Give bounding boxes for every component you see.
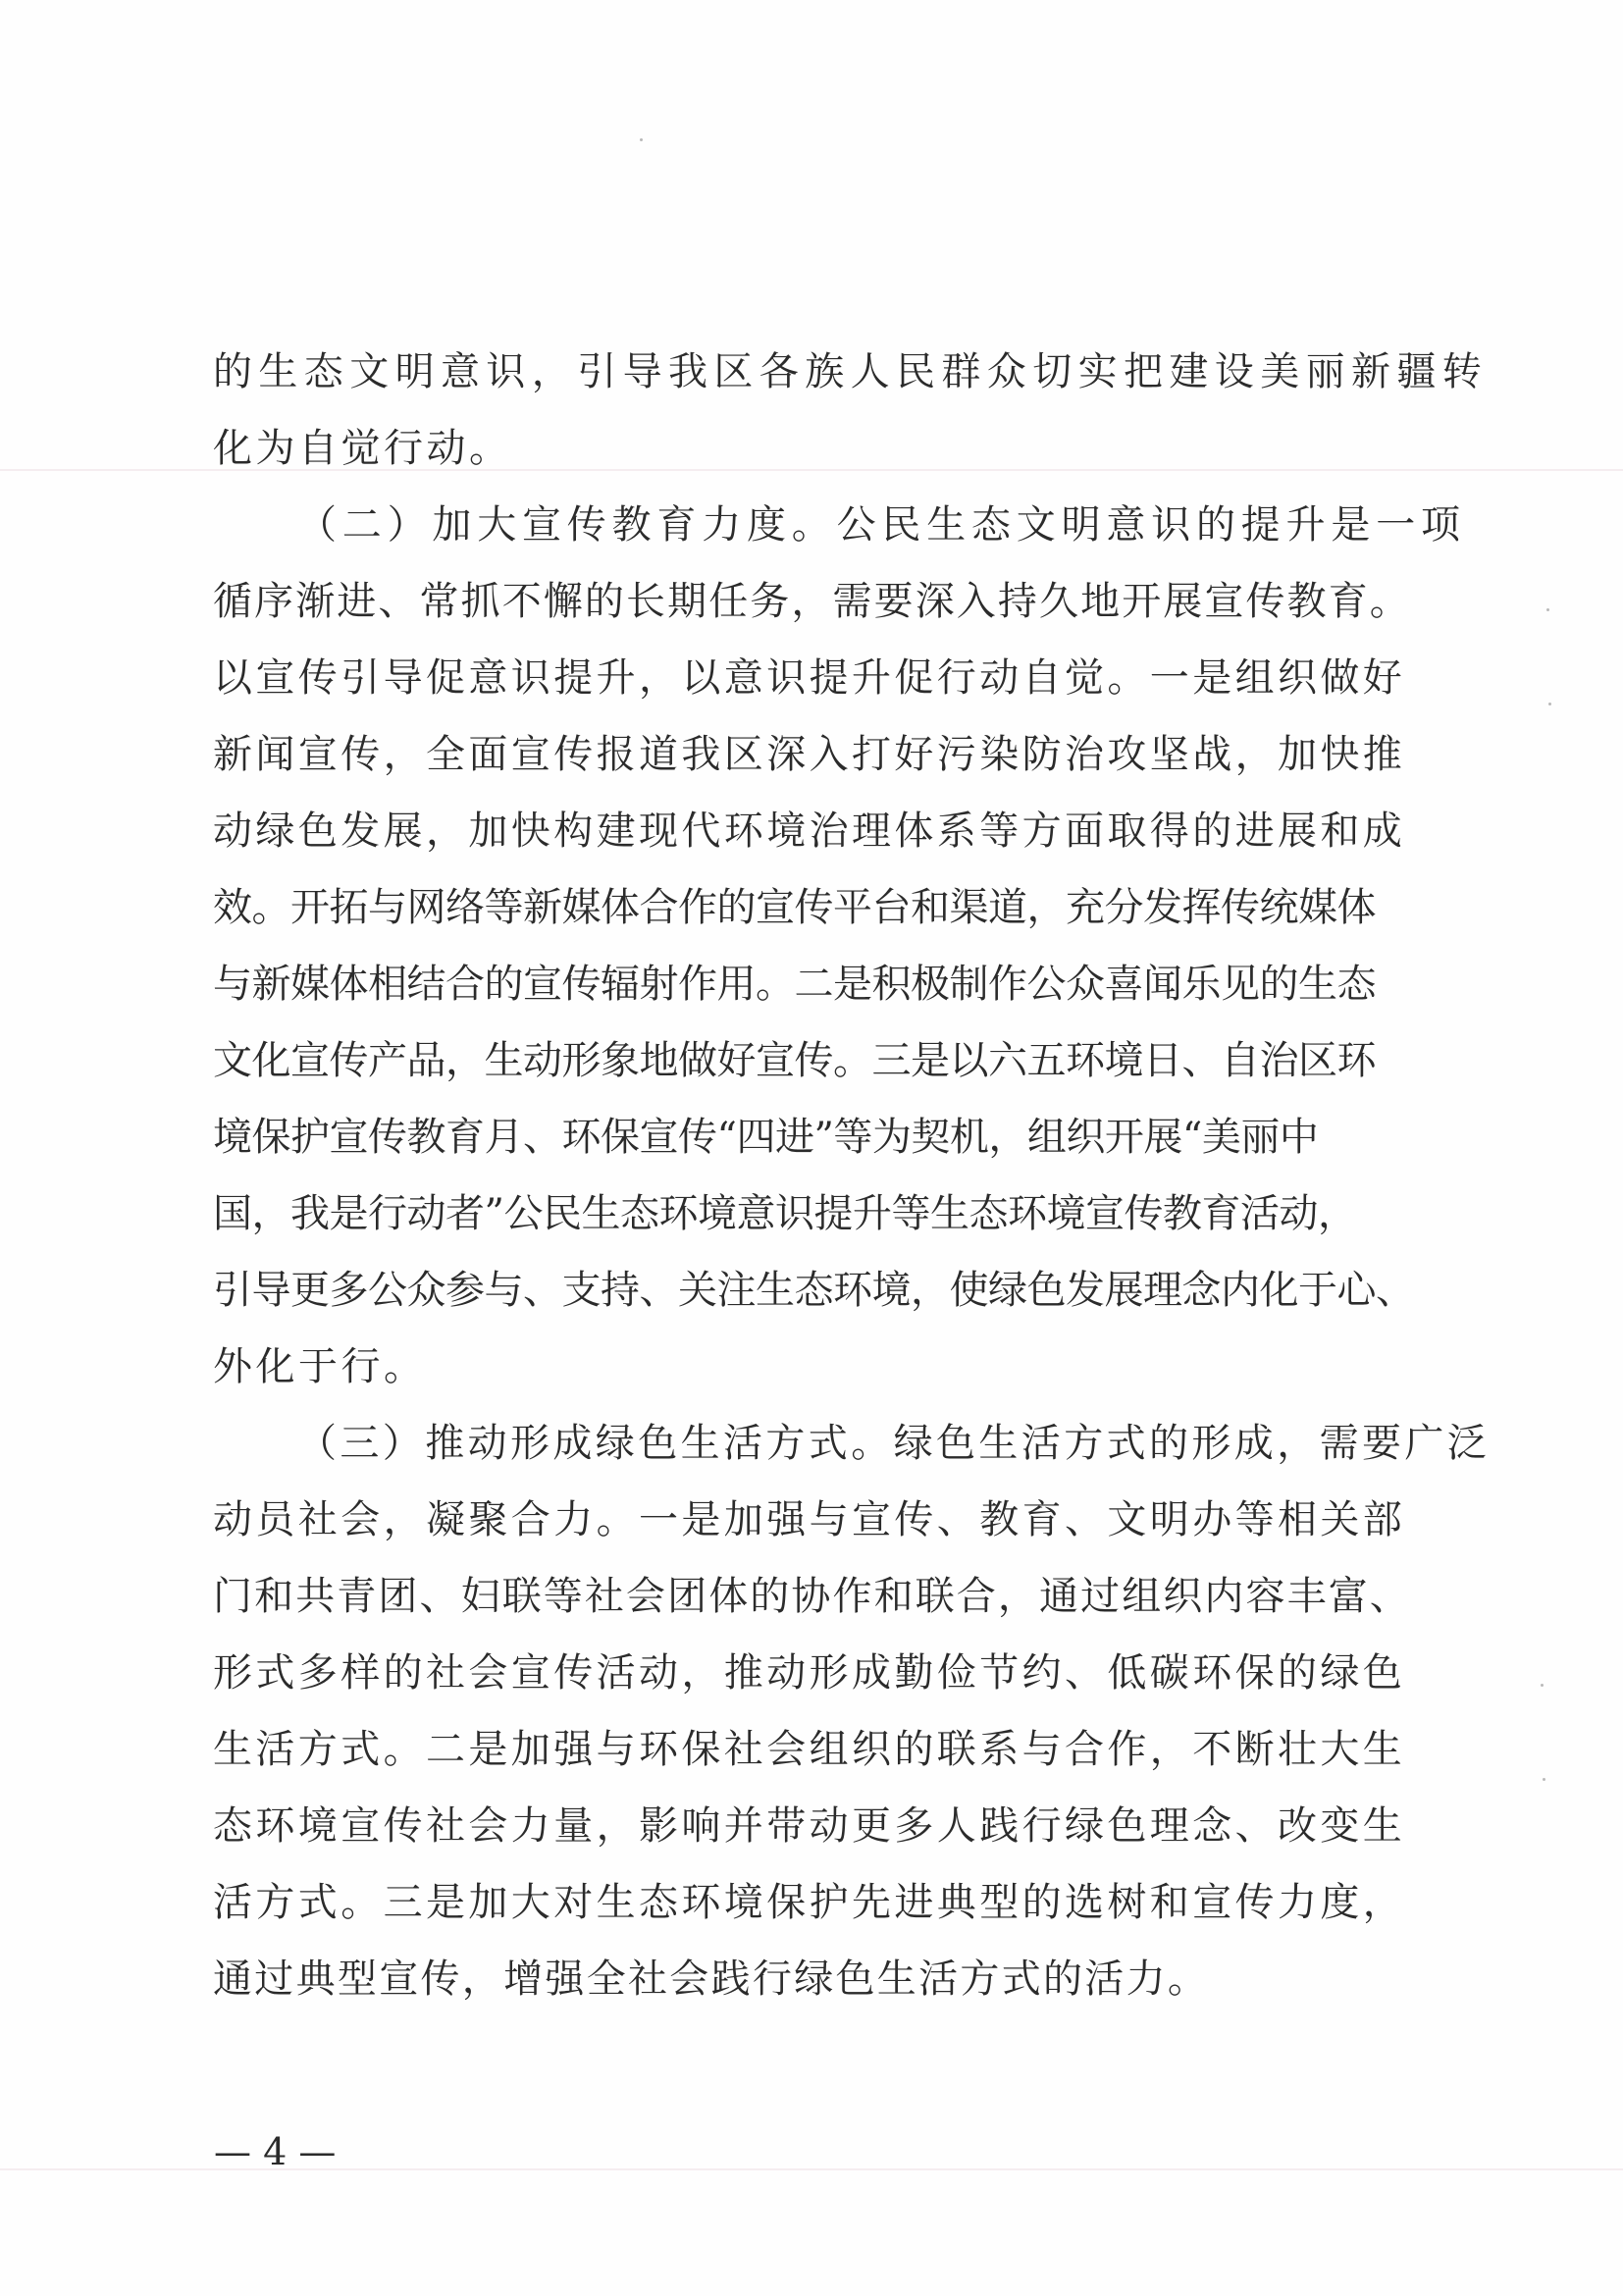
paragraph-heading-line: （三）推动形成绿色生活方式。绿色生活方式的形成，需要广泛 — [297, 1421, 1491, 1466]
page-number: — 4 — — [214, 2130, 337, 2173]
text-line: 活方式。三是加大对生态环境保护先进典型的选树和宣传力度， — [213, 1880, 1406, 1925]
scan-speck — [1546, 608, 1549, 611]
paragraph-heading-line: （二）加大宣传教育力度。公民生态文明意识的提升是一项 — [297, 502, 1466, 548]
text-line: 国，我是行动者”公民生态环境意识提升等生态环境宣传教育活动， — [213, 1191, 1357, 1236]
text-line: 以宣传引导促意识提升，以意识提升促行动自觉。一是组织做好 — [213, 655, 1406, 701]
scan-speck — [1541, 1684, 1544, 1687]
scan-speck — [1543, 1778, 1545, 1781]
text-line: 生活方式。二是加强与环保社会组织的联系与合作，不断壮大生 — [213, 1727, 1406, 1772]
text-line: 境保护宣传教育月、环保宣传“四进”等为契机，组织开展“美丽中 — [213, 1115, 1319, 1160]
text-line: 的生态文明意识，引导我区各族人民群众切实把建设美丽新疆转 — [213, 349, 1489, 394]
text-line: 态环境宣传社会力量，影响并带动更多人践行绿色理念、改变生 — [213, 1803, 1406, 1849]
text-line: 形式多样的社会宣传活动，推动形成勤俭节约、低碳环保的绿色 — [213, 1650, 1406, 1696]
text-line: 动员社会，凝聚合力。一是加强与宣传、教育、文明办等相关部 — [213, 1497, 1406, 1542]
text-line: 引导更多公众参与、支持、关注生态环境，使绿色发展理念内化于心、 — [213, 1268, 1415, 1313]
scan-speck — [640, 138, 643, 141]
text-line: 通过典型宣传，增强全社会践行绿色生活方式的活力。 — [213, 1957, 1210, 2002]
text-line: 动绿色发展，加快构建现代环境治理体系等方面取得的进展和成 — [213, 809, 1406, 854]
text-line: 文化宣传产品，生动形象地做好宣传。三是以六五环境日、自治区环 — [213, 1038, 1376, 1083]
text-line: 新闻宣传，全面宣传报道我区深入打好污染防治攻坚战，加快推 — [213, 732, 1406, 777]
text-line: 化为自觉行动。 — [213, 426, 512, 471]
text-line: 门和共青团、妇联等社会团体的协作和联合，通过组织内容丰富、 — [213, 1574, 1411, 1619]
text-line: 与新媒体相结合的宣传辐射作用。二是积极制作公众喜闻乐见的生态 — [213, 962, 1376, 1007]
text-line: 效。开拓与网络等新媒体合作的宣传平台和渠道，充分发挥传统媒体 — [213, 885, 1376, 930]
text-line: 循序渐进、常抓不懈的长期任务，需要深入持久地开展宣传教育。 — [213, 579, 1411, 624]
text-line: 外化于行。 — [213, 1344, 427, 1389]
scan-speck — [1548, 703, 1551, 705]
